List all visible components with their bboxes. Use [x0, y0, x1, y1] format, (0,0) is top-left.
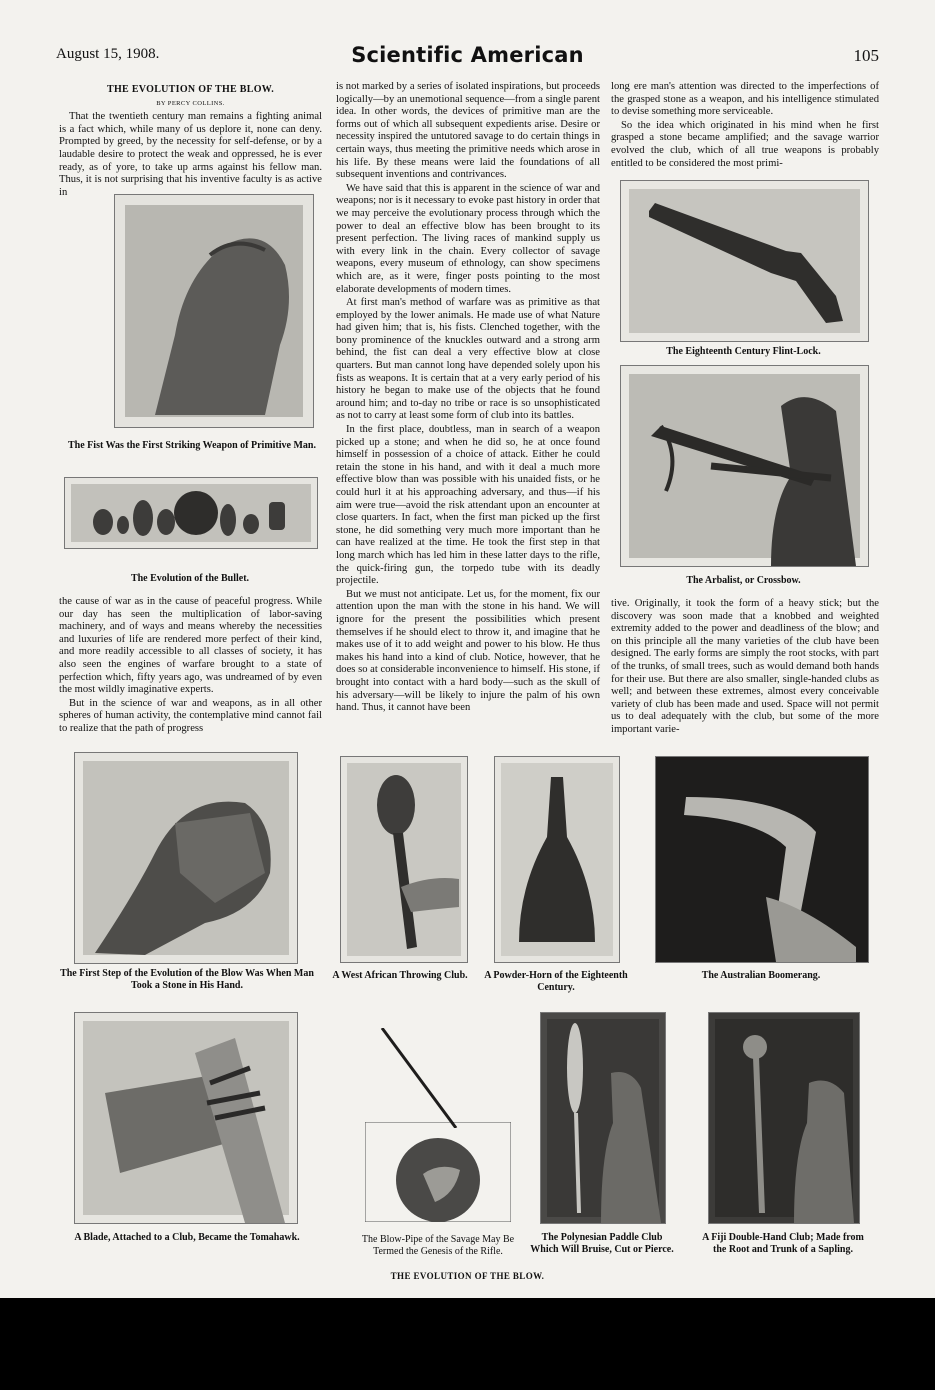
issue-date: August 15, 1908. — [56, 46, 160, 62]
paragraph: is not marked by a series of isolated inspirations, but proceeds logically—by an unemotional sequence—from a single parent idea. In other words, the devices of primitive man are the forms out of which all subsequent expedients arise. Desire or necessity inspired the untutored savage to do certain things in certain ways, thus meeting the primitive needs which arose in his life. By these means were laid the foundations of all subsequent inventions and contrivances. — [336, 81, 600, 181]
article-title: THE EVOLUTION OF THE BLOW. — [107, 84, 274, 95]
paragraph: In the first place, doubtless, man in search of a weapon picked up a stone; and when he did so, he at once found himself in possession of a choice of attack. Either he could retain the stone in his hand, and with it deal a much more effective blow than was possible with his unaided fists, or he could hurl it at his approaching adversary, and thus—if his aim were true—avoid the risk attendant upon an encounter at close quarters. In fact, when the first man picked up the first stone, he did something very much more important than he can have realized at the time. He took the first step in that long march which has led him in these latter days to the rifle, the quick-firing gun, the torpedo tube with its deadly projectile. — [336, 424, 600, 587]
paragraph: That the twentieth century man remains a fighting animal is a fact which, while many of us deplore it, none can deny. Prompted by greed, by the necessity for self-defense, or by a laudable desire to protect the weak and oppressed, he is ever ready, as of yore, to take up arms against his fellow man. Thus, it is not surprising that his inventive faculty is as active in — [59, 111, 322, 198]
paddle-club-photo — [540, 1012, 666, 1224]
blowpipe-rod — [372, 1028, 462, 1128]
caption-tomahawk: A Blade, Attached to a Club, Became the Tomahawk. — [74, 1232, 300, 1243]
caption-paddle-club: The Polynesian Paddle Club Which Will Bruise, Cut or Pierce. — [530, 1232, 674, 1255]
crossbow-photo — [620, 365, 869, 567]
caption-crossbow: The Arbalist, or Crossbow. — [686, 575, 801, 586]
paragraph: But we must not anticipate. Let us, for the moment, fix our attention upon the man with the stone in his hand. We will ignore for the present the possibilities which present themselves if he should elect to throw it, and imagine that he makes use of it to add weight and power to his blow. He thus makes his hand into a kind of club. Notice, however, that he does so at considerable inconvenience to himself. His stone, if brought into contact with a hard body—such as the skull of his adversary—will be likely to injure the palm of his own hand. Thus, it cannot have been — [336, 588, 600, 714]
caption-boomerang: The Australian Boomerang. — [701, 970, 821, 981]
caption-throwing-club: A West African Throwing Club. — [332, 970, 468, 981]
caption-powder-horn: A Powder-Horn of the Eighteenth Century. — [484, 970, 628, 993]
article-column-1-top — [59, 84, 322, 200]
page-number: 105 — [853, 46, 879, 65]
blowpipe-photo — [365, 1122, 511, 1222]
caption-blowpipe: The Blow-Pipe of the Savage May Be Termed the Genesis of the Rifle. — [361, 1234, 515, 1257]
caption-fiji-club: A Fiji Double-Hand Club; Made from the Root and Trunk of a Sapling. — [702, 1232, 864, 1255]
caption-stone: The First Step of the Evolution of the Blow Was When Man Took a Stone in His Hand. — [60, 968, 314, 991]
paragraph: long ere man's attention was directed to the imperfections of the grasped stone as a weapon, and his intelligence stimulated to devise something more serviceable. — [611, 81, 879, 118]
powder-horn-photo — [494, 756, 620, 963]
paragraph: tive. Originally, it took the form of a heavy stick; but the discovery was soon made that a knobbed and weighted extremity added to the power and deadliness of the blow; and on this principle all the many varieties of the club have been designed. The early forms are simply the root stocks, with part of the trunks, of small trees, such as would demand both hands for their use. But there are also smaller, single-handed clubs as well; and between these extremes, almost every conceivable variety of club has been made and used. Space will not permit us to deal adequately with the club, but some of the more important varie- — [611, 598, 879, 735]
article-column-1-bottom — [59, 596, 322, 737]
article-column-3-top — [611, 81, 879, 171]
caption-flintlock: The Eighteenth Century Flint-Lock. — [666, 346, 821, 357]
caption-fist: The Fist Was the First Striking Weapon of Primitive Man. — [68, 440, 316, 451]
stone-photo — [74, 752, 298, 964]
paragraph: At first man's method of warfare was as primitive as that employed by the lower animals. He made use of what Nature had given him; that is, his fists. Clenched together, with the bony prominence of the knuckles outward and a strong arm behind, the fist can deal a very effective blow at close quarters. But man cannot long have depended solely upon his fists as weapons. It is certain that at a very early period of his history he began to make use of the objects that he found around him; and to-day no tribe or race is so unsophisticated as not to carry at least some form of club into its battles. — [336, 297, 600, 422]
masthead: Scientific American — [351, 43, 584, 67]
throwing-club-photo — [340, 756, 468, 963]
paragraph: We have said that this is apparent in the science of war and weapons; nor is it necessary to evoke past history in order that we may perceive the evolutionary process through which the power to deal an effective blow has been brought to its present perfection. The living races of mankind supply us with every link in the chain. Every collector of savage weapons, every museum of ethnology, can show specimens which are, as it were, finger posts pointing to the most elaborate developments of modern times. — [336, 182, 600, 295]
flintlock-photo — [620, 180, 869, 342]
caption-bullet: The Evolution of the Bullet. — [130, 573, 250, 584]
bullet-photo — [64, 477, 318, 549]
tomahawk-photo — [74, 1012, 298, 1224]
paragraph: So the idea which originated in his mind when he first grasped a stone became amplified; and the savage warrior evolved the club, which of all true weapons is probably entitled to be considered the most primi- — [611, 119, 879, 169]
fiji-club-photo — [708, 1012, 860, 1224]
footer-bar — [0, 1298, 935, 1390]
article-column-3-bottom — [611, 598, 879, 738]
article-column-2 — [336, 81, 600, 716]
paragraph: the cause of war as in the cause of peaceful progress. While our day has seen the multiplication of labor-saving machinery, and of ways and means whereby the necessities and luxuries of life are rendered more perfect of their kind, and more readily accessible to all classes of society, it has also seen the engines of warfare brought to a state of perfection which, fifty years ago, was undreamed of by even the most wildly imaginative experts. — [59, 596, 322, 696]
boomerang-photo — [655, 756, 869, 963]
byline: BY PERCY COLLINS. — [156, 99, 225, 107]
paragraph: But in the science of war and weapons, as in all other spheres of human activity, the contemplative mind cannot fail to realize that the path of progress — [59, 697, 322, 734]
plate-title: THE EVOLUTION OF THE BLOW. — [390, 1271, 545, 1281]
fist-photo — [114, 194, 314, 428]
